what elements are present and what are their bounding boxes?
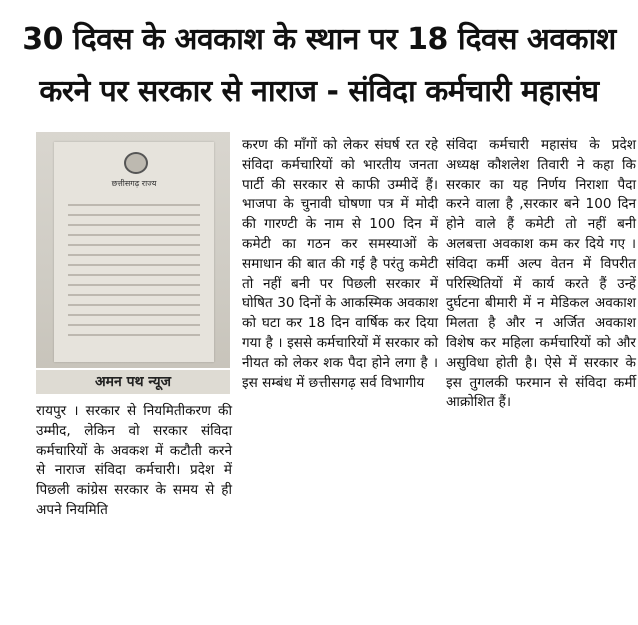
column-2-text: करण की माँगों को लेकर संघर्ष रत रहे संविदा कर्मचारियों को भारतीय जनता पार्टी की सरकार से काफी उम्मीदें हैं। भाजपा के चुनावी घोषणा पत्र में मोदी की गारण्टी के नाम से 100 दिन में कमेटी का गठन कर समस्याओं के समाधान की बात की गई है परंतु कमेटी तो नहीं बनी पर पिछली सरकार में घोषित 30 दिनों के आकस्मिक अवकाश को घटा कर 18 दिन वार्षिक कर दिया गया है । इससे कर्मचारियों में सरकार को नीयत को लेकर शक पैदा होने लगा है ।इस सम्बंध में छत्तीसगढ़ सर्व विभागीय — [242, 137, 438, 391]
photo-caption: अमन पथ न्यूज — [36, 370, 230, 394]
document-photo — [36, 132, 230, 368]
article-column-3 — [446, 136, 636, 413]
article-column-1 — [36, 402, 232, 521]
emblem-icon — [124, 152, 148, 174]
column-1-text: रायपुर । सरकार से नियमितीकरण की उम्मीद, लेकिन वो सरकार संविदा कर्मचारियों के अवकश में कटौती करने से नाराज संविदा कर्मचारी। प्रदेश में पिछली कांग्रेस सरकार के समय से ही अपने नियमिति — [36, 403, 232, 518]
article-column-2 — [242, 136, 438, 393]
column-3-text: संविदा कर्मचारी महासंघ के प्रदेश अध्यक्ष कौशलेश तिवारी ने कहा कि सरकार का यह निर्णय निराशा पैदा करने वाला है ,सरकार बने 100 दिन होने वाले हैं कमेटी तो नहीं बनी अलबत्ता अवकाश कम कर दिये गए ।संविदा कर्मी अल्प वेतन में विपरीत परिस्थितियों में कार्य करते हैं उन्हें दुर्घटना बीमारी में न मेडिकल अवकाश मिलता है और न अर्जित अवकाश विशेष कर महिला कर्मचारियों को और असुविधा होती है। ऐसे में सरकार के इस तुगलकी फरमान से संविदा कर्मी आक्रोशित हैं। — [446, 137, 636, 411]
headline-line-1: 30 दिवस के अवकाश के स्थान पर 18 दिवस अवकाश — [22, 22, 616, 57]
headline-line-2: करने पर सरकार से नाराज - संविदा कर्मचारी महासंघ — [39, 74, 599, 109]
document-header: छत्तीसगढ़ राज्य — [111, 179, 157, 188]
document-text-lines — [68, 204, 200, 344]
document-sheet — [54, 142, 214, 362]
